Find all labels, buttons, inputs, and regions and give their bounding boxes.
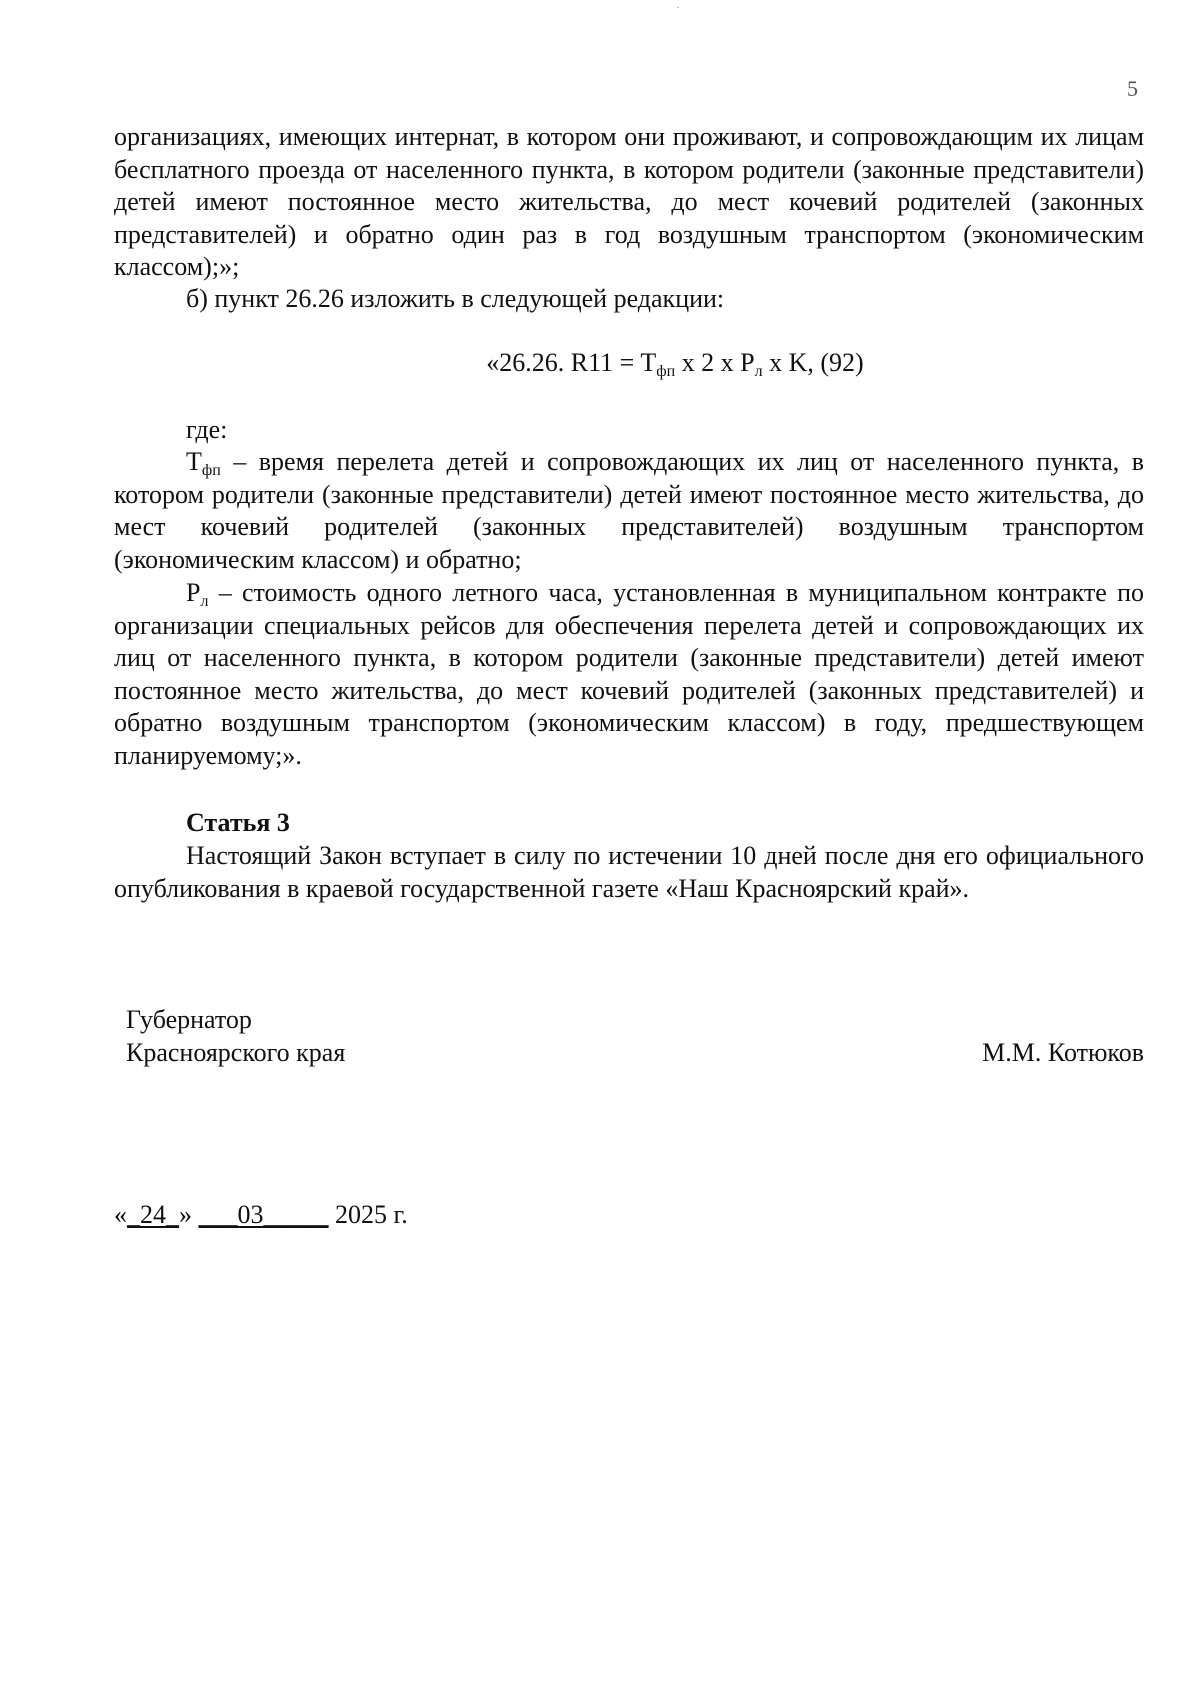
where-text: где: xyxy=(186,415,228,444)
date-month: ___03_____ xyxy=(198,1200,329,1229)
signature-title xyxy=(126,1003,345,1069)
paragraph-continuation xyxy=(114,121,1144,284)
definition-subscript: фп xyxy=(201,462,221,479)
definition-body: – время перелета детей и сопровождающих их лиц от населенного пункта, в котором родители (законные представители) детей имеют постоянное место жительства, до мест кочевий родителей (законных представителей) воздушным транспортом (экономическим классом) и обратно; xyxy=(114,447,1144,574)
paragraph-text: организациях, имеющих интернат, в котором они проживают, и сопровождающим их лицам бесплатного проезда от населенного пункта, в котором родители (законные представители) детей имеют постоянное место жительства, до мест кочевий родителей (законных представителей) и обратно один раз в год воздушным транспортом (экономическим классом);»; xyxy=(114,122,1144,281)
formula-part: х 2 х Р xyxy=(675,348,755,377)
where-label xyxy=(114,414,1144,447)
date-quote-open: « xyxy=(114,1200,127,1229)
formula-expression xyxy=(486,348,863,378)
date-day: _24_ xyxy=(127,1200,179,1229)
signature-position: Губернатор xyxy=(126,1005,252,1034)
signature-region: Красноярского края xyxy=(126,1038,346,1067)
signature-name: М.М. Котюков xyxy=(982,1038,1144,1067)
formula-part: «26.26. R11 = T xyxy=(486,348,657,377)
scan-mark: · xyxy=(676,0,680,14)
paragraph-text: б) пункт 26.26 изложить в следующей редакции: xyxy=(186,284,725,313)
definition-text xyxy=(114,577,1144,772)
definition-symbol: T xyxy=(186,447,202,476)
date-line xyxy=(114,1200,408,1230)
formula-subscript: фп xyxy=(656,363,676,380)
paragraph-amendment xyxy=(114,283,1144,316)
formula xyxy=(0,348,1200,378)
definition-tfp xyxy=(114,446,1144,576)
article-body xyxy=(114,840,1144,905)
article-text: Настоящий Закон вступает в силу по истечении 10 дней после дня его официального опубликования в краевой государственной газете «Наш Красноярский край». xyxy=(114,841,1144,903)
definition-body: – стоимость одного летного часа, установленная в муниципальном контракте по организации специальных рейсов для обеспечения перелета детей и сопровождающих их лиц от населенного пункта, в котором родители (законные представители) детей имеют постоянное место жительства, до мест кочевий родителей (законных представителей) и обратно воздушным транспортом (экономическим классом) в году, предшествующем планируемому;». xyxy=(114,578,1144,770)
date-quote-close: » xyxy=(179,1200,192,1229)
definition-subscript: л xyxy=(200,593,209,610)
date-year: 2025 г. xyxy=(335,1200,408,1229)
formula-subscript: л xyxy=(754,363,763,380)
definition-rl xyxy=(114,577,1144,772)
article-heading xyxy=(114,807,1144,840)
formula-part: х K, (92) xyxy=(762,348,864,377)
page-number: 5 xyxy=(1127,76,1138,101)
definition-text xyxy=(114,446,1144,576)
article-title: Статья 3 xyxy=(186,808,290,837)
definition-symbol: Р xyxy=(186,578,201,607)
